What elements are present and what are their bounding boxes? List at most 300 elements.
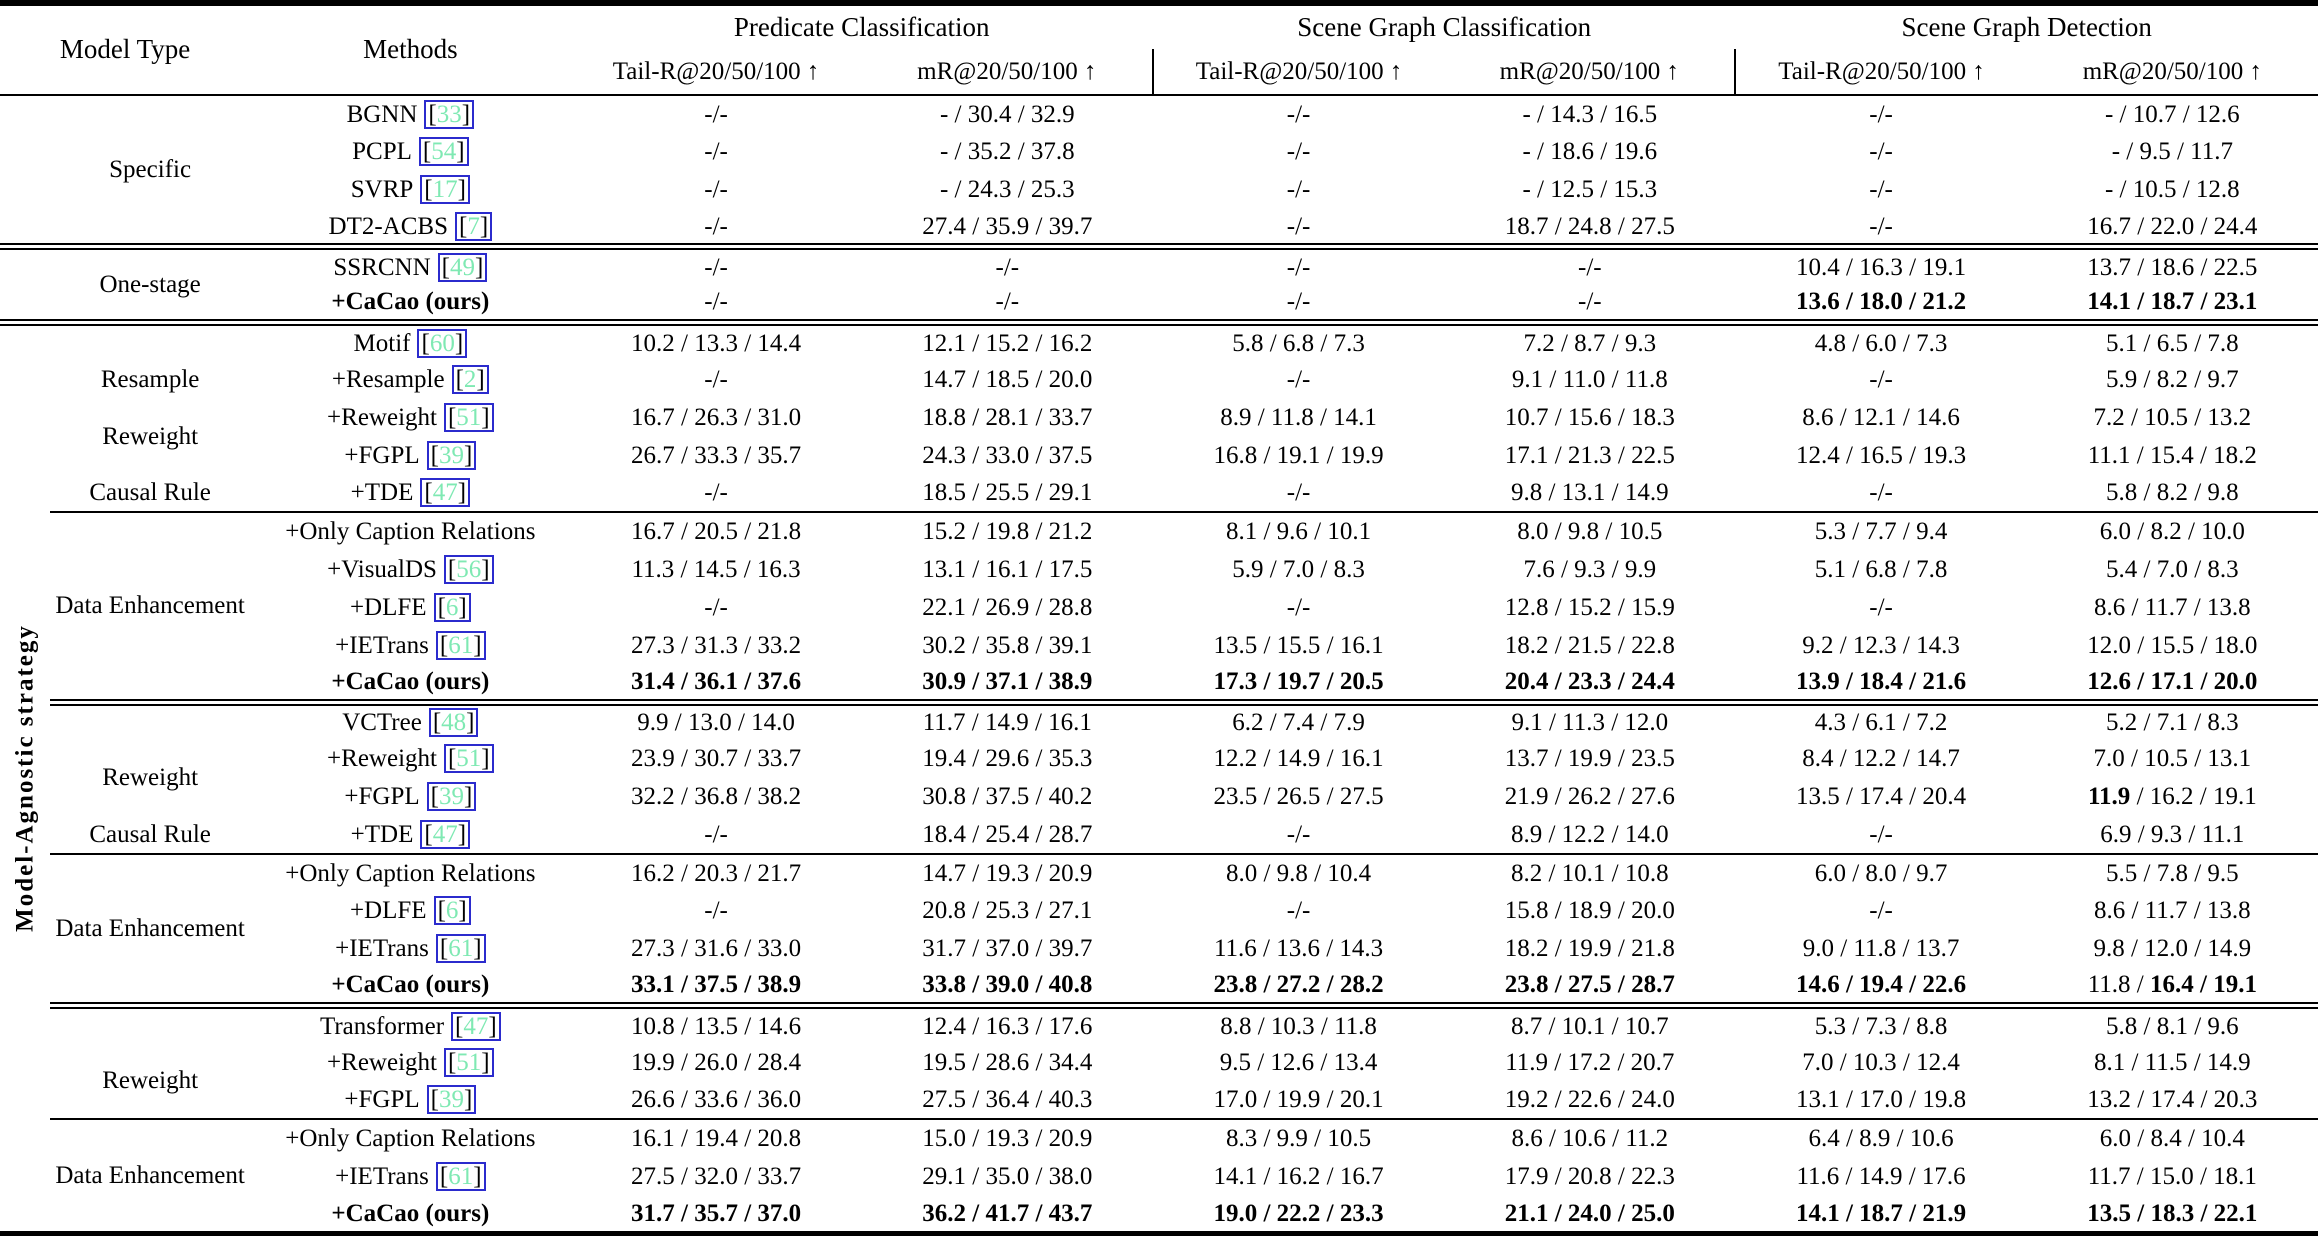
method-name: +FGPL: [344, 1086, 420, 1114]
value-cell: 5.2 / 7.1 / 8.3: [2027, 702, 2318, 740]
value-cell: 11.3 / 14.5 / 16.3: [631, 555, 801, 583]
value-cell: 19.9 / 26.0 / 28.4: [631, 1048, 802, 1076]
value-cell: 9.1 / 11.0 / 11.8: [1511, 366, 1668, 394]
value-cell: 4.8 / 6.0 / 7.3: [1735, 323, 2026, 361]
method-cell: [250, 778, 570, 816]
value-cell: 8.6 / 11.7 / 13.8: [2093, 593, 2251, 621]
value-cell: 18.5 / 25.5 / 29.1: [922, 479, 1093, 507]
value-cell: 6.0 / 8.4 / 10.4: [2027, 1119, 2318, 1157]
value-cell: 10.4 / 16.3 / 19.1: [1735, 247, 2026, 285]
method-cell: [250, 740, 570, 778]
value-cell: 5.1 / 6.8 / 7.8: [1814, 555, 1948, 583]
value-cell: -/-: [995, 288, 1020, 316]
value-cell: 31.4 / 36.1 / 37.6: [631, 667, 802, 695]
value-cell: 8.1 / 9.6 / 10.1: [1153, 512, 1444, 550]
method-cell: [250, 930, 570, 968]
value-cell: 18.8 / 28.1 / 33.7: [922, 403, 1093, 431]
method-name: SVRP: [350, 176, 414, 204]
value-cell: 5.9 / 7.0 / 8.3: [1232, 555, 1365, 583]
value-cell: 27.5 / 36.4 / 40.3: [922, 1086, 1093, 1114]
vertical-label-cell: [0, 323, 50, 1234]
value-cell: 14.7 / 19.3 / 20.9: [862, 854, 1153, 892]
method-name: BGNN: [346, 100, 418, 128]
value-cell: 36.2 / 41.7 / 43.7: [922, 1199, 1093, 1227]
value-cell: -/-: [704, 138, 728, 166]
value-cell: 30.8 / 37.5 / 40.2: [922, 783, 1093, 811]
table-row: [0, 1119, 2318, 1157]
value-cell: 32.2 / 36.8 / 38.2: [631, 783, 802, 811]
value-cell: 27.3 / 31.3 / 33.2: [631, 631, 802, 659]
method-cell: [250, 550, 570, 588]
table-row: [0, 1081, 2318, 1119]
value-cell: 8.6 / 11.7 / 13.8: [2093, 897, 2251, 925]
citation-link[interactable]: [33]: [424, 100, 474, 129]
value-cell: 14.6 / 19.4 / 22.6: [1795, 971, 1967, 999]
citation-link[interactable]: [6]: [434, 593, 471, 622]
citation-link[interactable]: [7]: [455, 212, 492, 241]
method-name: +Reweight: [327, 403, 437, 431]
value-cell: 16.2 / 20.3 / 21.7: [570, 854, 861, 892]
method-cell: [250, 1119, 570, 1157]
value-cell: 23.8 / 27.2 / 28.2: [1213, 971, 1384, 999]
table-row: [0, 399, 2318, 437]
method-cell: [250, 1195, 570, 1233]
citation-link[interactable]: [61]: [436, 631, 486, 660]
value-cell: - / 10.7 / 12.6: [2104, 100, 2240, 128]
model-type-cell: [50, 323, 250, 361]
value-cell: 9.2 / 12.3 / 14.3: [1802, 631, 1960, 659]
value-cell: 21.9 / 26.2 / 27.6: [1504, 783, 1675, 811]
method-cell: [250, 95, 570, 133]
method-name: +Only Caption Relations: [285, 859, 536, 887]
citation-number: 60: [429, 329, 455, 357]
model-type-cell: Data Enhancement: [50, 1119, 250, 1233]
value-cell: 18.4 / 25.4 / 28.7: [922, 820, 1093, 848]
model-type-cell: Causal Rule: [89, 479, 211, 507]
value-cell: -/-: [1578, 288, 1602, 316]
value-cell: 18.2 / 21.5 / 22.8: [1504, 631, 1675, 659]
value-cell: -/-: [1153, 247, 1444, 285]
value-cell: 17.1 / 21.3 / 22.5: [1504, 441, 1675, 469]
method-name: +Reweight: [327, 745, 437, 773]
model-type-cell: Reweight: [102, 422, 199, 450]
value-cell: 16.8 / 19.1 / 19.9: [1213, 441, 1384, 469]
value-cell: 13.9 / 18.4 / 21.6: [1795, 667, 1967, 695]
table-row: [0, 361, 2318, 399]
value-cell: 5.8 / 8.1 / 9.6: [2027, 1006, 2318, 1044]
value-cell: 11.9 / 16.2 / 19.1: [2087, 783, 2257, 811]
method-name: +Only Caption Relations: [285, 1125, 536, 1153]
value-cell: 9.8 / 12.0 / 14.9: [2093, 935, 2252, 963]
value-cell: - / 9.5 / 11.7: [2111, 138, 2233, 166]
value-cell: -/-: [1869, 176, 1893, 204]
value-cell: 27.4 / 35.9 / 39.7: [922, 212, 1093, 240]
value-cell: 6.4 / 8.9 / 10.6: [1735, 1119, 2026, 1157]
table-row: [0, 550, 2318, 588]
model-type-cell: Reweight: [102, 1067, 199, 1095]
value-cell: - / 24.3 / 25.3: [939, 176, 1075, 204]
value-cell: 9.5 / 12.6 / 13.4: [1219, 1048, 1378, 1076]
value-cell: 7.0 / 10.5 / 13.1: [2093, 745, 2252, 773]
value-cell: -/-: [1286, 138, 1311, 166]
method-name: +CaCao (ours): [331, 667, 490, 695]
method-name: +CaCao (ours): [331, 1199, 490, 1227]
method-name: PCPL: [352, 138, 412, 166]
table-row: [0, 512, 2318, 550]
citation-number: 47: [463, 1012, 489, 1040]
method-cell: [250, 816, 570, 854]
model-type-cell: One-stage: [50, 247, 250, 323]
table-row: [0, 1043, 2318, 1081]
table-row: [0, 588, 2318, 626]
table-row: [0, 816, 2318, 854]
value-cell: -/-: [1286, 288, 1311, 316]
method-cell: [250, 588, 570, 626]
citation-link[interactable]: [47]: [420, 820, 470, 849]
header-sgdet-mean-recall: mR@20/50/100 ↑: [2027, 49, 2318, 95]
value-cell: -/-: [1286, 897, 1311, 925]
value-cell: 9.9 / 13.0 / 14.0: [570, 702, 861, 740]
value-cell: - / 12.5 / 15.3: [1522, 176, 1658, 204]
value-cell: -/-: [704, 479, 728, 507]
value-cell: -/-: [1286, 212, 1311, 240]
value-cell: -/-: [704, 212, 728, 240]
method-name: +TDE: [350, 820, 414, 848]
method-cell: [250, 133, 570, 171]
model-type-cell: Data Enhancement: [50, 854, 250, 1006]
value-cell: 5.8 / 6.8 / 7.3: [1153, 323, 1444, 361]
value-cell: - / 30.4 / 32.9: [939, 100, 1075, 128]
table-row: [0, 436, 2318, 474]
citation-number: 39: [438, 783, 464, 811]
value-cell: 13.5 / 17.4 / 20.4: [1795, 783, 1967, 811]
value-cell: 13.7 / 18.6 / 22.5: [2027, 247, 2318, 285]
table-row: [0, 664, 2318, 702]
value-cell: 11.7 / 15.0 / 18.1: [2087, 1162, 2257, 1190]
value-cell: 12.6 / 17.1 / 20.0: [2087, 667, 2258, 695]
citation-link[interactable]: [39]: [427, 1085, 477, 1114]
value-cell: 17.0 / 19.9 / 20.1: [1213, 1086, 1384, 1114]
value-cell: 16.1 / 19.4 / 20.8: [570, 1119, 861, 1157]
value-cell: 19.4 / 29.6 / 35.3: [922, 745, 1093, 773]
value-cell: 7.2 / 10.5 / 13.2: [2093, 403, 2252, 431]
value-cell: 13.5 / 18.3 / 22.1: [2087, 1199, 2258, 1227]
table-row: [0, 892, 2318, 930]
value-cell: 11.6 / 13.6 / 14.3: [1213, 935, 1384, 963]
value-cell: 8.7 / 10.1 / 10.7: [1444, 1006, 1735, 1044]
citation-link[interactable]: [2]: [452, 365, 489, 394]
value-cell: 15.2 / 19.8 / 21.2: [862, 512, 1153, 550]
header-group-predicate-classification: Predicate Classification: [733, 11, 990, 42]
value-cell: -/-: [1869, 897, 1893, 925]
citation-number: 49: [449, 253, 475, 281]
table-row: [0, 1006, 2318, 1044]
value-cell: 8.8 / 10.3 / 11.8: [1153, 1006, 1444, 1044]
header-predcls-mean-recall: mR@20/50/100 ↑: [862, 49, 1153, 95]
value-cell: 19.0 / 22.2 / 23.3: [1213, 1199, 1384, 1227]
value-cell: 14.1 / 16.2 / 16.7: [1213, 1162, 1384, 1190]
citation-link[interactable]: [47]: [451, 1012, 501, 1041]
value-cell: 14.1 / 18.7 / 21.9: [1795, 1199, 1967, 1227]
value-cell: 12.2 / 14.9 / 16.1: [1213, 745, 1384, 773]
model-type-cell: Resample: [100, 366, 200, 394]
value-cell: 19.2 / 22.6 / 24.0: [1504, 1086, 1675, 1114]
method-cell: [250, 399, 570, 437]
value-cell: 8.3 / 9.9 / 10.5: [1153, 1119, 1444, 1157]
value-cell: -/-: [1444, 247, 1735, 285]
value-cell: 30.9 / 37.1 / 38.9: [922, 667, 1093, 695]
citation-link[interactable]: [39]: [427, 782, 477, 811]
value-cell: 14.1 / 18.7 / 23.1: [2087, 288, 2258, 316]
method-cell: [250, 854, 570, 892]
header-sgdet-tail-recall: Tail-R@20/50/100 ↑: [1735, 49, 2026, 95]
value-cell: - / 18.6 / 19.6: [1522, 138, 1658, 166]
table-row: [0, 171, 2318, 209]
method-name: +CaCao (ours): [331, 288, 490, 316]
value-cell: 27.5 / 32.0 / 33.7: [631, 1162, 802, 1190]
citation-link[interactable]: [47]: [420, 478, 470, 507]
citation-link[interactable]: [61]: [436, 1162, 486, 1191]
value-cell: -/-: [570, 247, 861, 285]
table-row: [0, 247, 2318, 285]
value-cell: 8.0 / 9.8 / 10.4: [1153, 854, 1444, 892]
value-cell: 8.9 / 11.8 / 14.1: [1220, 403, 1377, 431]
citation-number: 33: [436, 100, 462, 128]
value-cell: 12.4 / 16.3 / 17.6: [862, 1006, 1153, 1044]
value-cell: 5.1 / 6.5 / 7.8: [2027, 323, 2318, 361]
value-cell: -/-: [704, 593, 728, 621]
citation-number: 39: [438, 1086, 464, 1114]
value-cell: -/-: [1869, 366, 1893, 394]
citation-link[interactable]: [51]: [444, 1048, 494, 1077]
table-row: [0, 626, 2318, 664]
value-cell: 7.6 / 9.3 / 9.9: [1523, 555, 1657, 583]
value-cell: 8.1 / 11.5 / 14.9: [2093, 1048, 2251, 1076]
vertical-strategy-label: Model-Agnostic strategy: [11, 624, 39, 933]
citation-link[interactable]: [61]: [436, 934, 486, 963]
citation-link[interactable]: [51]: [444, 403, 494, 432]
header-methods: Methods: [250, 3, 570, 95]
method-name: +Reweight: [327, 1048, 437, 1076]
value-cell: -/-: [1869, 212, 1893, 240]
value-cell: 10.8 / 13.5 / 14.6: [570, 1006, 861, 1044]
value-cell: -/-: [704, 366, 728, 394]
value-cell: -/-: [704, 288, 728, 316]
value-cell: 13.1 / 17.0 / 19.8: [1795, 1086, 1967, 1114]
value-cell: -/-: [862, 247, 1153, 285]
value-cell: 8.6 / 10.6 / 11.2: [1444, 1119, 1735, 1157]
value-cell: 13.7 / 19.9 / 23.5: [1504, 745, 1675, 773]
value-cell: 5.8 / 8.2 / 9.8: [2106, 479, 2239, 507]
method-cell: [250, 512, 570, 550]
citation-number: 48: [441, 709, 467, 737]
value-cell: 33.1 / 37.5 / 38.9: [631, 971, 802, 999]
value-cell: 6.0 / 8.2 / 10.0: [2027, 512, 2318, 550]
value-cell: 12.4 / 16.5 / 19.3: [1795, 441, 1967, 469]
citation-link[interactable]: [39]: [427, 441, 477, 470]
value-cell: -/-: [704, 100, 728, 128]
method-name: +FGPL: [344, 783, 420, 811]
citation-number: 2: [463, 366, 477, 394]
citation-number: 47: [432, 479, 458, 507]
method-name: Transformer: [319, 1012, 445, 1040]
table-body: [0, 95, 2318, 1234]
table-row: [0, 1195, 2318, 1233]
value-cell: -/-: [1286, 820, 1311, 848]
value-cell: - / 35.2 / 37.8: [939, 138, 1075, 166]
value-cell: 33.8 / 39.0 / 40.8: [922, 971, 1093, 999]
citation-number: 17: [432, 176, 458, 204]
citation-link[interactable]: [49]: [438, 253, 488, 282]
table-row: [0, 740, 2318, 778]
value-cell: -/-: [1869, 479, 1893, 507]
method-name: +Only Caption Relations: [285, 518, 536, 546]
method-cell: [250, 436, 570, 474]
header-model-type: Model Type: [0, 3, 250, 95]
method-cell: [250, 209, 570, 247]
value-cell: -/-: [704, 820, 728, 848]
citation-link[interactable]: [60]: [417, 329, 467, 358]
value-cell: -/-: [1286, 479, 1311, 507]
method-name: +DLFE: [349, 593, 427, 621]
method-name: +FGPL: [344, 441, 420, 469]
value-cell: 22.1 / 26.9 / 28.8: [922, 593, 1093, 621]
value-cell: 26.7 / 33.3 / 35.7: [631, 441, 802, 469]
method-cell: [250, 285, 570, 323]
citation-number: 61: [448, 631, 474, 659]
citation-link[interactable]: [48]: [429, 708, 479, 737]
citation-number: 47: [432, 820, 458, 848]
value-cell: 7.0 / 10.3 / 12.4: [1802, 1048, 1960, 1076]
citation-number: 7: [467, 212, 480, 240]
method-cell: [250, 1157, 570, 1195]
header-sgcls-mean-recall: mR@20/50/100 ↑: [1444, 49, 1735, 95]
table-row: [0, 95, 2318, 133]
value-cell: 16.7 / 20.5 / 21.8: [570, 512, 861, 550]
method-name: SSRCNN: [333, 253, 431, 281]
value-cell: 30.2 / 35.8 / 39.1: [922, 631, 1093, 659]
table-row: [0, 702, 2318, 740]
table-row: [0, 854, 2318, 892]
value-cell: 26.6 / 33.6 / 36.0: [631, 1086, 802, 1114]
method-cell: [250, 1081, 570, 1119]
method-cell: [250, 171, 570, 209]
value-cell: -/-: [1869, 820, 1893, 848]
method-name: DT2-ACBS: [328, 212, 448, 240]
value-cell: -/-: [1869, 100, 1893, 128]
value-cell: 9.8 / 13.1 / 14.9: [1510, 479, 1669, 507]
value-cell: 27.3 / 31.6 / 33.0: [631, 935, 802, 963]
method-name: +TDE: [350, 479, 414, 507]
value-cell: 13.6 / 18.0 / 21.2: [1795, 288, 1967, 316]
model-type-cell: Reweight: [102, 764, 199, 792]
value-cell: -/-: [1286, 366, 1311, 394]
method-name: +DLFE: [349, 897, 427, 925]
method-name: +CaCao (ours): [331, 971, 490, 999]
citation-link[interactable]: [56]: [444, 555, 494, 584]
header-predcls-tail-recall: Tail-R@20/50/100 ↑: [570, 49, 861, 95]
method-name: +IETrans: [335, 1162, 429, 1190]
value-cell: 11.8 / 16.4 / 19.1: [2087, 971, 2257, 999]
value-cell: 8.4 / 12.2 / 14.7: [1802, 745, 1960, 773]
citation-number: 51: [456, 1048, 482, 1076]
method-cell: [250, 1043, 570, 1081]
method-cell: [250, 702, 570, 740]
citation-link[interactable]: [6]: [434, 896, 471, 925]
value-cell: 6.2 / 7.4 / 7.9: [1153, 702, 1444, 740]
citation-link[interactable]: [51]: [444, 744, 494, 773]
header-group-scene-graph-detection: Scene Graph Detection: [1901, 11, 2152, 42]
value-cell: 8.6 / 12.1 / 14.6: [1802, 403, 1960, 431]
value-cell: 11.1 / 15.4 / 18.2: [2087, 441, 2257, 469]
method-name: +IETrans: [335, 935, 429, 963]
method-name: +Resample: [331, 366, 445, 394]
method-name: +VisualDS: [327, 555, 437, 583]
table-row: [0, 133, 2318, 171]
header-sgcls-tail-recall: Tail-R@20/50/100 ↑: [1153, 49, 1444, 95]
method-cell: [250, 1006, 570, 1044]
value-cell: - / 14.3 / 16.5: [1522, 100, 1658, 128]
value-cell: -/-: [1286, 176, 1311, 204]
citation-link[interactable]: [17]: [420, 175, 470, 204]
value-cell: 11.9 / 17.2 / 20.7: [1505, 1048, 1675, 1076]
value-cell: 12.1 / 15.2 / 16.2: [862, 323, 1153, 361]
citation-number: 61: [448, 1162, 474, 1190]
citation-number: 56: [456, 555, 482, 583]
value-cell: 18.2 / 19.9 / 21.8: [1504, 935, 1675, 963]
value-cell: 11.6 / 14.9 / 17.6: [1796, 1162, 1966, 1190]
value-cell: 6.0 / 8.0 / 9.7: [1735, 854, 2026, 892]
value-cell: 10.2 / 13.3 / 14.4: [570, 323, 861, 361]
value-cell: 11.7 / 14.9 / 16.1: [862, 702, 1153, 740]
table-row: [0, 285, 2318, 323]
value-cell: 8.9 / 12.2 / 14.0: [1510, 820, 1669, 848]
value-cell: - / 10.5 / 12.8: [2104, 176, 2240, 204]
citation-link[interactable]: [54]: [419, 137, 469, 166]
gutter-cell: [0, 247, 50, 323]
value-cell: 17.3 / 19.7 / 20.5: [1213, 667, 1384, 695]
value-cell: 18.7 / 24.8 / 27.5: [1504, 212, 1675, 240]
value-cell: 21.1 / 24.0 / 25.0: [1504, 1199, 1675, 1227]
table-row: [0, 1157, 2318, 1195]
value-cell: 31.7 / 35.7 / 37.0: [631, 1199, 802, 1227]
value-cell: 5.4 / 7.0 / 8.3: [2106, 555, 2239, 583]
table-row: [0, 474, 2318, 512]
value-cell: 29.1 / 35.0 / 38.0: [922, 1162, 1093, 1190]
value-cell: -/-: [1869, 593, 1893, 621]
value-cell: 9.0 / 11.8 / 13.7: [1802, 935, 1960, 963]
value-cell: -/-: [704, 897, 728, 925]
citation-number: 61: [448, 935, 474, 963]
method-cell: [250, 892, 570, 930]
value-cell: 24.3 / 33.0 / 37.5: [922, 441, 1093, 469]
citation-number: 54: [431, 138, 457, 166]
model-type-cell: Causal Rule: [89, 820, 211, 848]
table-header: [0, 3, 2318, 95]
value-cell: 23.9 / 30.7 / 33.7: [631, 745, 802, 773]
value-cell: 9.1 / 11.3 / 12.0: [1444, 702, 1735, 740]
value-cell: -/-: [1286, 593, 1311, 621]
table-row: [0, 209, 2318, 247]
value-cell: 15.0 / 19.3 / 20.9: [862, 1119, 1153, 1157]
value-cell: 23.8 / 27.5 / 28.7: [1504, 971, 1675, 999]
model-type-cell: [50, 702, 250, 740]
method-cell: [250, 626, 570, 664]
value-cell: 13.1 / 16.1 / 17.5: [922, 555, 1093, 583]
method-name: VCTree: [342, 709, 422, 737]
value-cell: 20.4 / 23.3 / 24.4: [1504, 667, 1675, 695]
value-cell: 8.2 / 10.1 / 10.8: [1444, 854, 1735, 892]
